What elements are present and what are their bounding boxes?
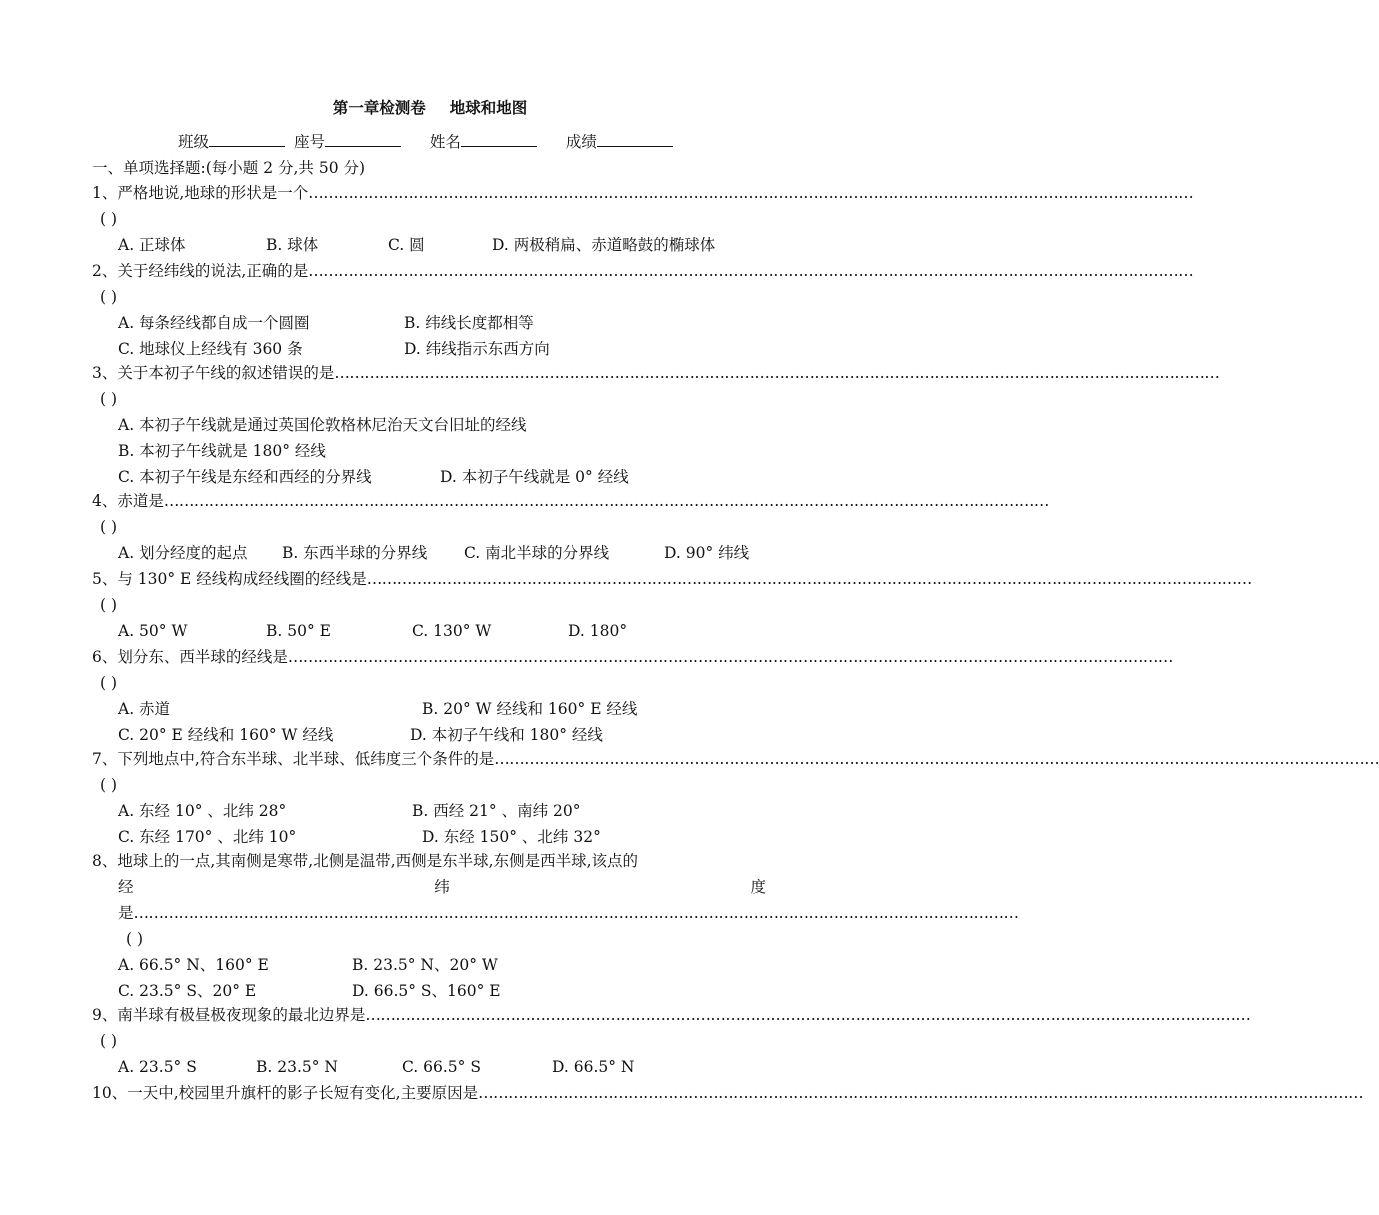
- option-c[interactable]: C. 本初子午线是东经和西经的分界线: [118, 468, 372, 486]
- question-stem: 4、赤道是: [92, 492, 164, 510]
- title-part1: 第一章检测卷: [332, 99, 426, 117]
- question-10: 10、一天中,校园里升旗杆的影子长短有变化,主要原因是 ……………………………………………………………………………………………………………………………………………………………: [92, 1080, 766, 1106]
- section-title: 一、单项选择题:(每小题 2 分,共 50 分): [92, 159, 366, 177]
- option-d[interactable]: D. 180°: [568, 622, 628, 640]
- question-9: 9、南半球有极昼极夜现象的最北边界是 …………………………………………………………………………………………………………………………………………………………… ( ) A. 23.5° S B. 23.5° N C. 66.5° S D. 66.5° N: [92, 1002, 766, 1080]
- page-title: [0, 96, 860, 118]
- option-a[interactable]: A. 东经 10° 、北纬 28°: [118, 802, 287, 820]
- question-stem: 6、划分东、西半球的经线是: [92, 648, 288, 666]
- answer-blank[interactable]: ( ): [100, 518, 118, 536]
- answer-blank[interactable]: ( ): [100, 390, 118, 408]
- option-a[interactable]: A. 本初子午线就是通过英国伦敦格林尼治天文台旧址的经线: [118, 416, 527, 434]
- option-b[interactable]: B. 23.5° N、20° W: [352, 956, 498, 974]
- answer-blank[interactable]: ( ): [100, 776, 118, 794]
- student-info-row: [178, 130, 697, 152]
- option-b[interactable]: B. 23.5° N: [256, 1058, 338, 1076]
- option-d[interactable]: D. 两极稍扁、赤道略鼓的椭球体: [492, 236, 716, 254]
- option-d[interactable]: D. 66.5° N: [552, 1058, 635, 1076]
- option-c[interactable]: C. 圆: [388, 236, 425, 254]
- question-4: 4、赤道是 …………………………………………………………………………………………………………………………………………………………… ( ) A. 划分经度的起点 B. 东西半球的分界线 C. 南北半球的分界线 D. 90° 纬线: [92, 488, 766, 566]
- answer-blank[interactable]: ( ): [100, 210, 118, 228]
- question-stem: 2、关于经纬线的说法,正确的是: [92, 262, 309, 280]
- option-d[interactable]: D. 纬线指示东西方向: [404, 340, 550, 358]
- class-field[interactable]: 班级: [178, 130, 285, 152]
- option-b[interactable]: B. 50° E: [266, 622, 331, 640]
- score-field[interactable]: 成绩: [566, 130, 673, 152]
- question-stem: 8、地球上的一点,其南侧是寒带,北侧是温带,西侧是东半球,东侧是西半球,该点的: [92, 852, 638, 870]
- seat-field[interactable]: 座号: [294, 130, 401, 152]
- option-a[interactable]: A. 66.5° N、160° E: [118, 956, 269, 974]
- question-5: 5、与 130° E 经线构成经线圈的经线是 …………………………………………………………………………………………………………………………………………………………… ( ) A. 50° W B. 50° E C. 130° W D. 180°: [92, 566, 766, 644]
- title-part2: 地球和地图: [449, 99, 528, 117]
- option-d[interactable]: D. 东经 150° 、北纬 32°: [422, 828, 601, 846]
- option-d[interactable]: D. 90° 纬线: [664, 544, 750, 562]
- option-c[interactable]: C. 130° W: [412, 622, 492, 640]
- option-b[interactable]: B. 20° W 经线和 160° E 经线: [422, 700, 638, 718]
- option-d[interactable]: D. 66.5° S、160° E: [352, 982, 501, 1000]
- option-c[interactable]: C. 23.5° S、20° E: [118, 982, 257, 1000]
- name-field[interactable]: 姓名: [430, 130, 537, 152]
- option-b[interactable]: B. 本初子午线就是 180° 经线: [118, 442, 326, 460]
- option-a[interactable]: A. 赤道: [118, 700, 171, 718]
- option-d[interactable]: D. 本初子午线和 180° 经线: [410, 726, 603, 744]
- option-b[interactable]: B. 东西半球的分界线: [282, 544, 428, 562]
- question-stem: 5、与 130° E 经线构成经线圈的经线是: [92, 570, 367, 588]
- option-c[interactable]: C. 20° E 经线和 160° W 经线: [118, 726, 334, 744]
- question-stem: 9、南半球有极昼极夜现象的最北边界是: [92, 1006, 366, 1024]
- answer-blank[interactable]: ( ): [126, 930, 144, 948]
- question-2: 2、关于经纬线的说法,正确的是 …………………………………………………………………………………………………………………………………………………………… ( ) A. 每条经线都自成一个圆圈 B. 纬线长度都相等 C. 地球仪上经线有 360 条 D. 纬线指示东西方向: [92, 258, 766, 362]
- option-a[interactable]: A. 50° W: [118, 622, 188, 640]
- question-stem: 3、关于本初子午线的叙述错误的是: [92, 364, 335, 382]
- answer-blank[interactable]: ( ): [100, 288, 118, 306]
- option-c[interactable]: C. 地球仪上经线有 360 条: [118, 340, 303, 358]
- option-c[interactable]: C. 南北半球的分界线: [464, 544, 610, 562]
- option-a[interactable]: A. 每条经线都自成一个圆圈: [118, 314, 310, 332]
- option-c[interactable]: C. 66.5° S: [402, 1058, 481, 1076]
- option-a[interactable]: A. 23.5° S: [118, 1058, 197, 1076]
- answer-blank[interactable]: ( ): [100, 596, 118, 614]
- question-stem-continued: 经 纬 度: [118, 878, 766, 896]
- question-6: 6、划分东、西半球的经线是 …………………………………………………………………………………………………………………………………………………………… ( ) A. 赤道 B. 20° W 经线和 160° E 经线 C. 20° E 经线和 160° W 经线 D. 本初子午线和 180° 经线: [92, 644, 766, 748]
- option-c[interactable]: C. 东经 170° 、北纬 10°: [118, 828, 297, 846]
- question-stem: 10、一天中,校园里升旗杆的影子长短有变化,主要原因是: [92, 1084, 479, 1102]
- option-b[interactable]: B. 球体: [266, 236, 319, 254]
- option-a[interactable]: A. 划分经度的起点: [118, 544, 248, 562]
- option-b[interactable]: B. 西经 21° 、南纬 20°: [412, 802, 581, 820]
- answer-blank[interactable]: ( ): [100, 674, 118, 692]
- question-stem: 1、严格地说,地球的形状是一个: [92, 184, 309, 202]
- option-b[interactable]: B. 纬线长度都相等: [404, 314, 534, 332]
- answer-blank[interactable]: ( ): [100, 1032, 118, 1050]
- option-a[interactable]: A. 正球体: [118, 236, 186, 254]
- option-d[interactable]: D. 本初子午线就是 0° 经线: [440, 468, 629, 486]
- question-stem: 7、下列地点中,符合东半球、北半球、低纬度三个条件的是: [92, 750, 495, 768]
- question-8: 8、地球上的一点,其南侧是寒带,北侧是温带,西侧是东半球,东侧是西半球,该点的 经 纬 度 是 …………………………………………………………………………………………………………………………………………………………… ( ) A. 66.5° N、160° E B. 23.5° N、20° W C. 23.5° S、20° E D. 66.5° S、160° E: [92, 848, 766, 1004]
- question-1: 1、严格地说,地球的形状是一个 …………………………………………………………………………………………………………………………………………………………… ( ) A. 正球体 B. 球体 C. 圆 D. 两极稍扁、赤道略鼓的椭球体: [92, 180, 766, 258]
- question-7: 7、下列地点中,符合东半球、北半球、低纬度三个条件的是 …………………………………………………………………………………………………………………………………………………………… ( ) A. 东经 10° 、北纬 28° B. 西经 21° 、南纬 20° C. 东经 170° 、北纬 10° D. 东经 150° 、北纬 32°: [92, 746, 766, 850]
- question-3: 3、关于本初子午线的叙述错误的是 …………………………………………………………………………………………………………………………………………………………… ( ) A. 本初子午线就是通过英国伦敦格林尼治天文台旧址的经线 B. 本初子午线就是 180° 经线 C. 本初子午线是东经和西经的分界线 D. 本初子午线就是 0° 经线: [92, 360, 766, 490]
